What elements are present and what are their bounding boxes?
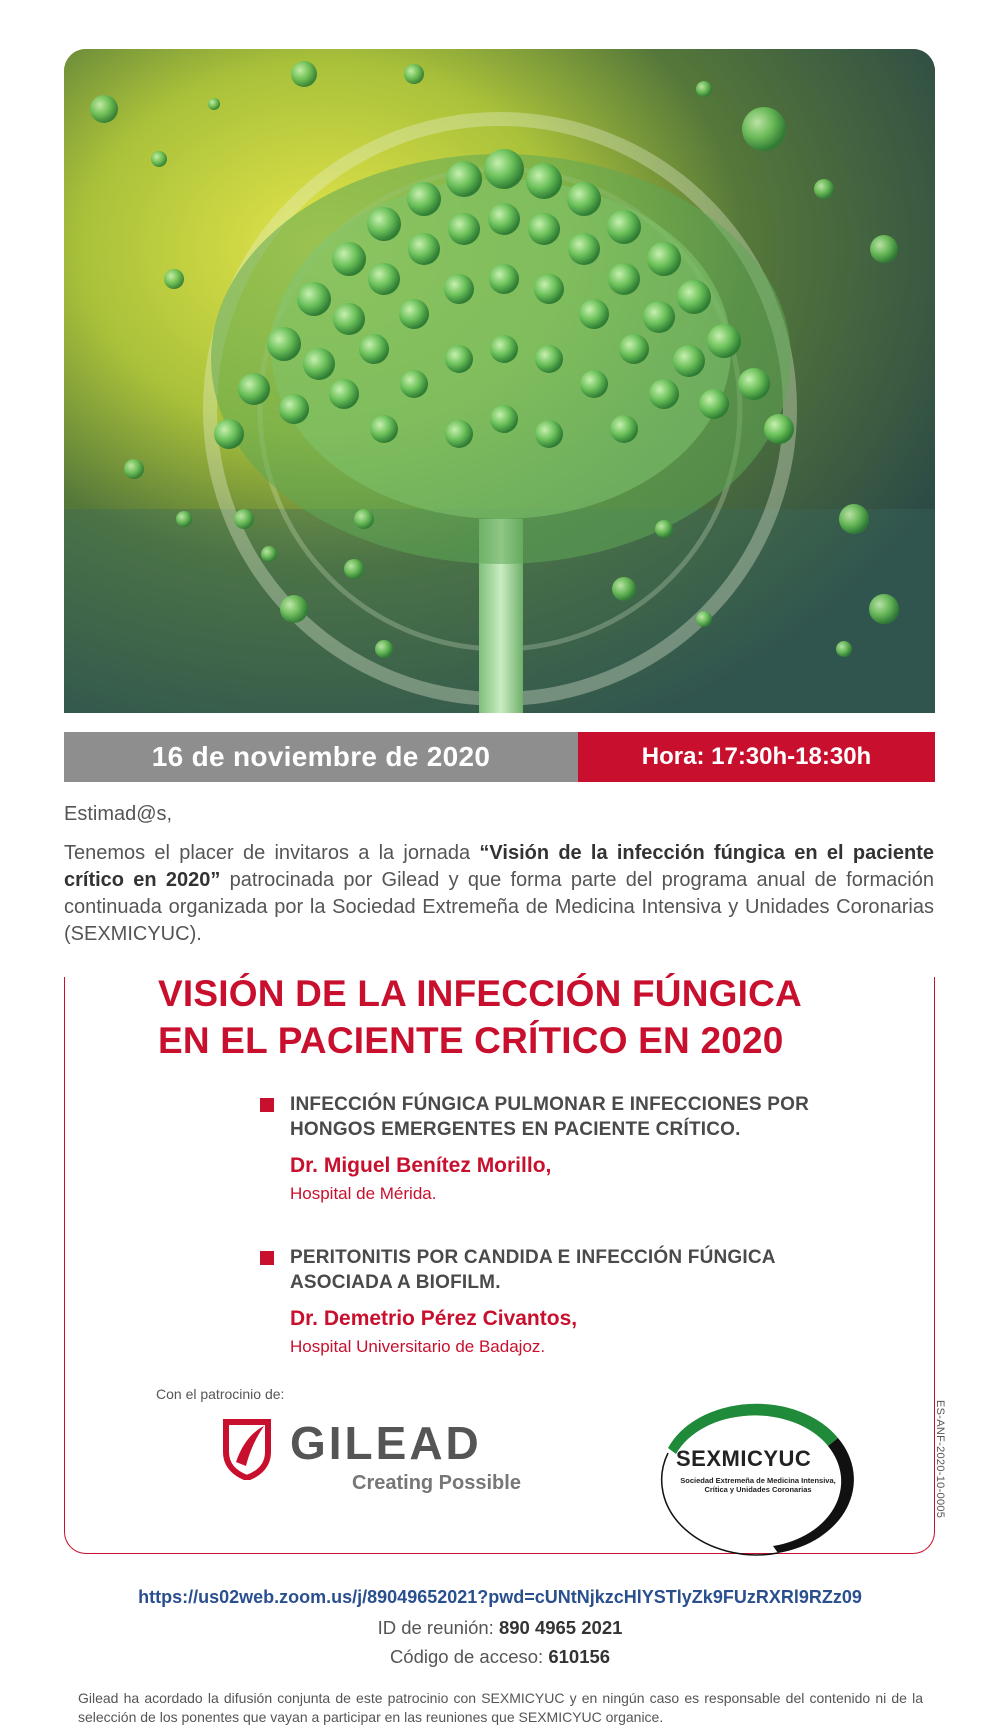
- event-time: Hora: 17:30h-18:30h: [578, 732, 935, 782]
- program-item-speaker: Dr. Miguel Benítez Morillo,: [290, 1154, 552, 1177]
- meeting-id-value: 890 4965 2021: [498, 1617, 623, 1638]
- program-item-hospital: Hospital Universitario de Badajoz.: [290, 1337, 546, 1356]
- topic-line: ASOCIADA A BIOFILM.: [290, 1272, 501, 1293]
- program-item-topic: [260, 1092, 900, 1142]
- program-item-topic: [260, 1245, 900, 1295]
- program-title-line2: EN EL PACIENTE CRÍTICO EN 2020: [158, 1020, 784, 1061]
- aspergillus-microscopy-image: [64, 49, 935, 713]
- program-item: [260, 1092, 900, 1204]
- event-date: 16 de noviembre de 2020: [64, 732, 578, 782]
- document-code: ES-ANF-2020-10-0005: [934, 1400, 946, 1519]
- zoom-meeting-link[interactable]: https://us02web.zoom.us/j/89049652021?pwd=cUNtNjkzcHlYSTlyZk9FUzRXRl9RZz09: [138, 1587, 862, 1607]
- greeting: Estimad@s,: [64, 803, 173, 825]
- access-code-label: Código de acceso:: [389, 1646, 549, 1667]
- bullet-square-icon: [260, 1098, 274, 1112]
- sexmicyuc-subtitle: Sociedad Extremeña de Medicina Intensiva, Crítica y Unidades Coronarias: [680, 1476, 836, 1494]
- disclaimer: Gilead ha acordado la difusión conjunta de este patrocinio con SEXMICYUC y en ningún caso es responsable del contenido ni de la selección de los ponentes que vayan a participar en las reuniones que SEXMICYUC organice.: [78, 1690, 923, 1725]
- bullet-square-icon: [260, 1251, 274, 1265]
- sponsor-label: Con el patrocinio de:: [156, 1386, 285, 1402]
- intro-text-2: patrocinada por Gilead y que forma parte del programa anual de formación continuada organizada por la Sociedad Extremeña de Medicina Intensiva y Unidades Coronarias (SEXMICYUC).: [64, 869, 934, 945]
- gilead-name: GILEAD: [290, 1417, 482, 1469]
- program-item-hospital: Hospital de Mérida.: [290, 1184, 437, 1203]
- sexmicyuc-logo: [628, 1368, 868, 1558]
- access-code-value: 610156: [548, 1646, 611, 1667]
- program-title: [158, 970, 938, 1064]
- meeting-id-label: ID de reunión:: [377, 1617, 499, 1638]
- topic-line: PERITONITIS POR CANDIDA E INFECCIÓN FÚNGICA: [290, 1247, 776, 1268]
- gilead-shield-icon: [222, 1418, 272, 1480]
- hero-image: [64, 49, 935, 713]
- event-datetime-bar: [64, 732, 935, 782]
- program-item-speaker: Dr. Demetrio Pérez Civantos,: [290, 1307, 578, 1330]
- meeting-id: [0, 1617, 1000, 1639]
- gilead-tagline: Creating Possible: [352, 1472, 521, 1494]
- sexmicyuc-brand: SEXMICYUC: [676, 1446, 812, 1471]
- access-code: [0, 1646, 1000, 1668]
- intro-text-1: Tenemos el placer de invitaros a la jornada: [64, 842, 480, 864]
- topic-line: INFECCIÓN FÚNGICA PULMONAR E INFECCIONES POR: [290, 1094, 809, 1115]
- program-title-line1: VISIÓN DE LA INFECCIÓN FÚNGICA: [158, 973, 802, 1014]
- program-item: [260, 1245, 900, 1357]
- intro-paragraph: [64, 840, 934, 948]
- topic-line: HONGOS EMERGENTES EN PACIENTE CRÍTICO.: [290, 1119, 741, 1140]
- gilead-logo: [222, 1410, 542, 1500]
- intro-event-name: “Visión de la infección fúngica en el paciente crítico en 2020”: [64, 842, 934, 891]
